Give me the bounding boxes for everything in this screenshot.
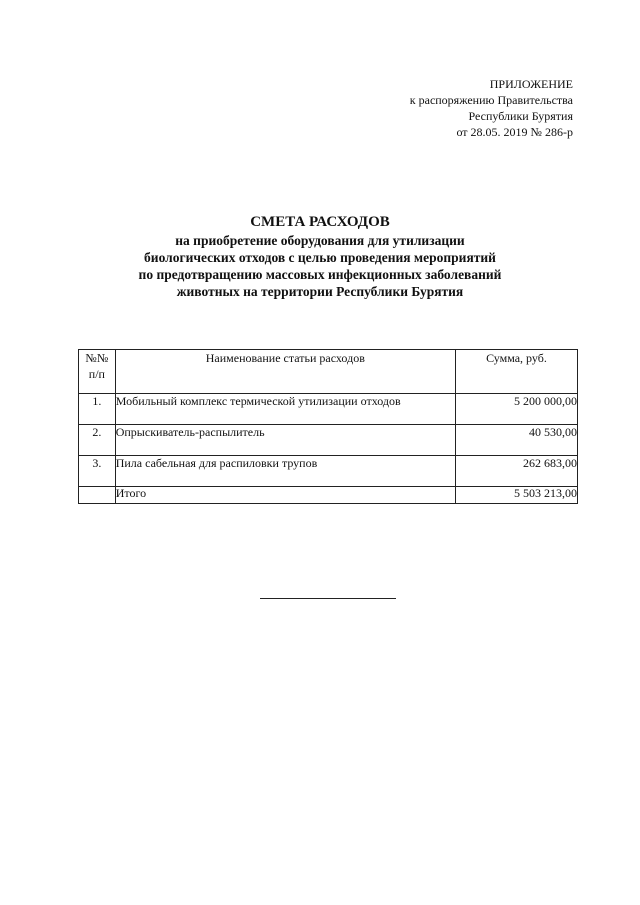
table-row — [79, 456, 578, 487]
row-sum: 5 200 000,00 — [455, 394, 577, 425]
document-title — [0, 213, 640, 300]
header-number-line1: №№ — [85, 351, 109, 365]
table-row — [79, 394, 578, 425]
row-number: 1. — [79, 394, 116, 425]
total-number — [79, 487, 116, 504]
table-header-row — [79, 350, 578, 394]
header-name: Наименование статьи расходов — [115, 350, 455, 394]
row-number: 2. — [79, 425, 116, 456]
row-name: Пила сабельная для распиловки трупов — [115, 456, 455, 487]
total-label: Итого — [115, 487, 455, 504]
closing-divider — [260, 598, 396, 599]
expense-table — [78, 349, 578, 504]
table-row — [79, 425, 578, 456]
header-number-line2: п/п — [88, 367, 105, 381]
total-row — [79, 487, 578, 504]
row-name: Опрыскиватель-распылитель — [115, 425, 455, 456]
appendix-government: Республики Бурятия — [468, 109, 573, 123]
header-sum: Сумма, руб. — [455, 350, 577, 394]
title-line-2: на приобретение оборудования для утилизации — [175, 233, 465, 248]
appendix-title: ПРИЛОЖЕНИЕ — [489, 77, 573, 91]
title-line-3: биологических отходов с целью проведения мероприятий — [144, 250, 496, 265]
estimate-title: СМЕТА РАСХОДОВ — [250, 214, 390, 230]
row-sum: 40 530,00 — [455, 425, 577, 456]
title-line-4: по предотвращению массовых инфекционных заболеваний — [138, 267, 502, 282]
row-sum: 262 683,00 — [455, 456, 577, 487]
row-name: Мобильный комплекс термической утилизации отходов — [115, 394, 455, 425]
header-number — [79, 350, 116, 394]
appendix-reference: к распоряжению Правительства — [409, 93, 573, 107]
title-line-5: животных на территории Республики Бурятия — [176, 284, 464, 299]
appendix-date-number: от 28.05. 2019 № 286-р — [456, 125, 573, 139]
total-sum: 5 503 213,00 — [455, 487, 577, 504]
appendix-header — [410, 76, 573, 140]
row-number: 3. — [79, 456, 116, 487]
